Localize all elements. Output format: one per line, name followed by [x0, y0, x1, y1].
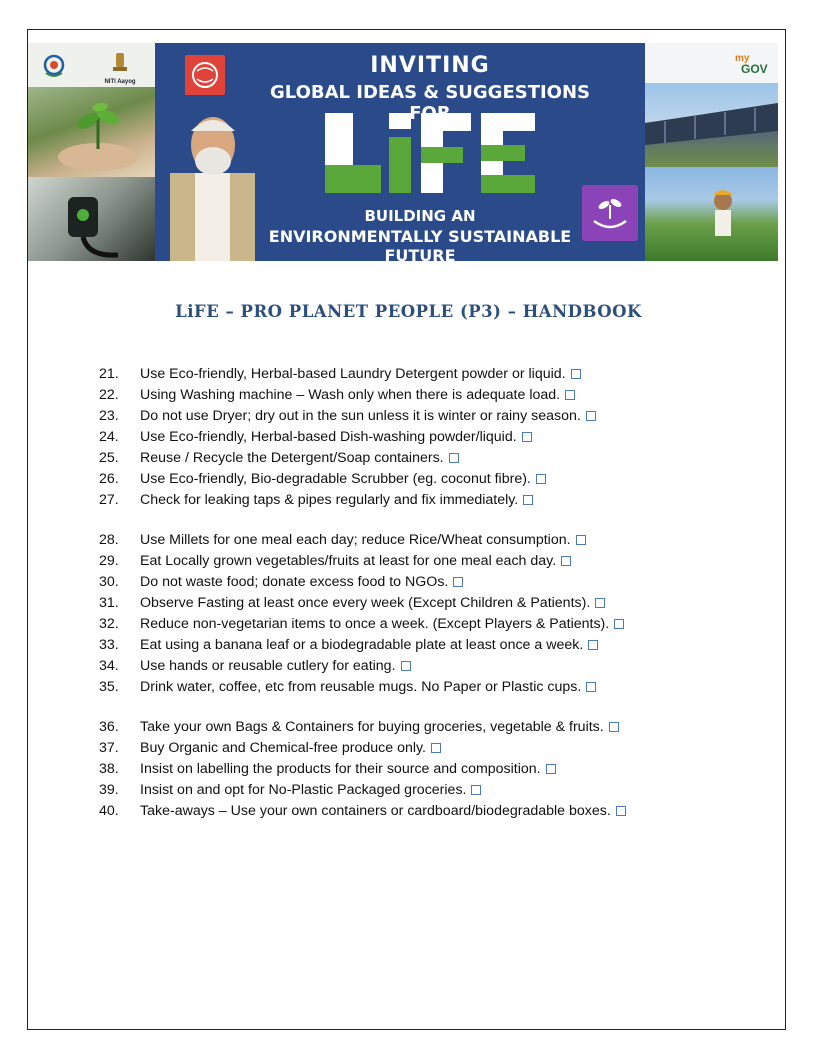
checkbox[interactable] [616, 806, 626, 816]
hands-plant-icon [582, 185, 638, 241]
item-text: Use Eco-friendly, Herbal-based Dish-washing powder/liquid. [140, 429, 532, 445]
item-text: Observe Fasting at least once every week (Except Children & Patients). [140, 595, 605, 611]
item-number: 27. [99, 491, 119, 508]
checkbox[interactable] [561, 556, 571, 566]
headline-line-2: GLOBAL IDEAS & SUGGESTIONS [269, 82, 591, 103]
item-text: Reduce non-vegetarian items to once a week. (Except Players & Patients). [140, 616, 624, 632]
item-number: 37. [99, 739, 119, 756]
solar-panels-photo [645, 83, 778, 167]
seedling-hands-photo [28, 87, 155, 177]
checkbox[interactable] [453, 577, 463, 587]
item-text: Use Millets for one meal each day; reduce Rice/Wheat consumption. [140, 532, 586, 548]
checkbox[interactable] [576, 535, 586, 545]
banner-tagline [245, 207, 595, 261]
checkbox[interactable] [523, 495, 533, 505]
checkbox[interactable] [431, 743, 441, 753]
banner-right-panel [645, 43, 778, 261]
checkbox[interactable] [586, 411, 596, 421]
national-emblem-icon [96, 51, 144, 77]
item-number: 22. [99, 386, 119, 403]
checkbox[interactable] [522, 432, 532, 442]
checkbox[interactable] [588, 640, 598, 650]
item-number: 25. [99, 449, 119, 466]
item-number: 30. [99, 573, 119, 590]
life-banner [28, 43, 778, 261]
checkbox[interactable] [536, 474, 546, 484]
mygov-logo-gov: GOV [741, 62, 768, 76]
checkbox[interactable] [565, 390, 575, 400]
item-number: 28. [99, 532, 119, 548]
partner-logos [36, 49, 146, 85]
checkbox[interactable] [471, 785, 481, 795]
mygov-logo-graphic [731, 49, 771, 83]
tagline-line-1: BUILDING AN [364, 207, 476, 225]
item-number: 21. [99, 366, 119, 382]
ministry-emblem-icon [40, 53, 68, 81]
item-text: Insist on labelling the products for their source and composition. [140, 761, 556, 777]
checkbox[interactable] [609, 722, 619, 732]
item-text: Insist on and opt for No-Plastic Packaged groceries. [140, 782, 481, 798]
checkbox[interactable] [449, 453, 459, 463]
item-number: 38. [99, 760, 119, 777]
item-text: Drink water, coffee, etc from reusable mugs. No Paper or Plastic cups. [140, 679, 596, 695]
checkbox[interactable] [401, 661, 411, 671]
item-text: Take your own Bags & Containers for buying groceries, vegetable & fruits. [140, 719, 619, 735]
banner-left-panel [28, 43, 155, 261]
life-logo-wordmark [325, 113, 535, 193]
item-text: Take-aways – Use your own containers or cardboard/biodegradable boxes. [140, 803, 626, 819]
page-title: LiFE – PRO PLANET PEOPLE (P3) – HANDBOOK [175, 302, 642, 321]
item-text: Reuse / Recycle the Detergent/Soap containers. [140, 450, 459, 466]
item-text: Buy Organic and Chemical-free produce only. [140, 740, 441, 756]
item-number: 39. [99, 781, 119, 798]
item-number: 26. [99, 470, 119, 487]
niti-aayog-label: NITI Aayog [104, 79, 136, 85]
niti-aayog-logo [96, 51, 144, 85]
item-text: Use hands or reusable cutlery for eating. [140, 658, 411, 674]
item-number: 35. [99, 678, 119, 695]
headline-line-1: INVITING [370, 53, 490, 78]
checkbox[interactable] [586, 682, 596, 692]
item-number: 34. [99, 657, 119, 674]
item-number: 32. [99, 615, 119, 632]
item-number: 40. [99, 802, 119, 819]
item-text: Using Washing machine – Wash only when there is adequate load. [140, 387, 575, 403]
checkbox[interactable] [571, 369, 581, 379]
mygov-logo-my: my [735, 53, 750, 64]
item-text: Eat Locally grown vegetables/fruits at least for one meal each day. [140, 553, 571, 569]
item-text: Do not use Dryer; dry out in the sun unless it is winter or rainy season. [140, 408, 596, 424]
checkbox[interactable] [546, 764, 556, 774]
farmer-field-photo [645, 167, 778, 261]
item-text: Use Eco-friendly, Herbal-based Laundry Detergent powder or liquid. [140, 366, 581, 382]
tagline-line-2: ENVIRONMENTALLY SUSTAINABLE FUTURE [268, 227, 572, 261]
mygov-logo [731, 49, 771, 83]
item-number: 31. [99, 594, 119, 611]
item-text: Do not waste food; donate excess food to NGOs. [140, 574, 463, 590]
item-number: 23. [99, 407, 119, 424]
checkbox[interactable] [614, 619, 624, 629]
item-number: 33. [99, 636, 119, 653]
item-number: 24. [99, 428, 119, 445]
banner-center-panel [155, 43, 645, 261]
item-text: Check for leaking taps & pipes regularly and fix immediately. [140, 492, 533, 508]
item-text: Use Eco-friendly, Bio-degradable Scrubber (eg. coconut fibre). [140, 471, 546, 487]
item-text: Eat using a banana leaf or a biodegradable plate at least once a week. [140, 637, 598, 653]
checkbox[interactable] [595, 598, 605, 608]
item-number: 29. [99, 552, 119, 569]
item-number: 36. [99, 719, 119, 735]
ev-charger-photo [28, 177, 155, 261]
